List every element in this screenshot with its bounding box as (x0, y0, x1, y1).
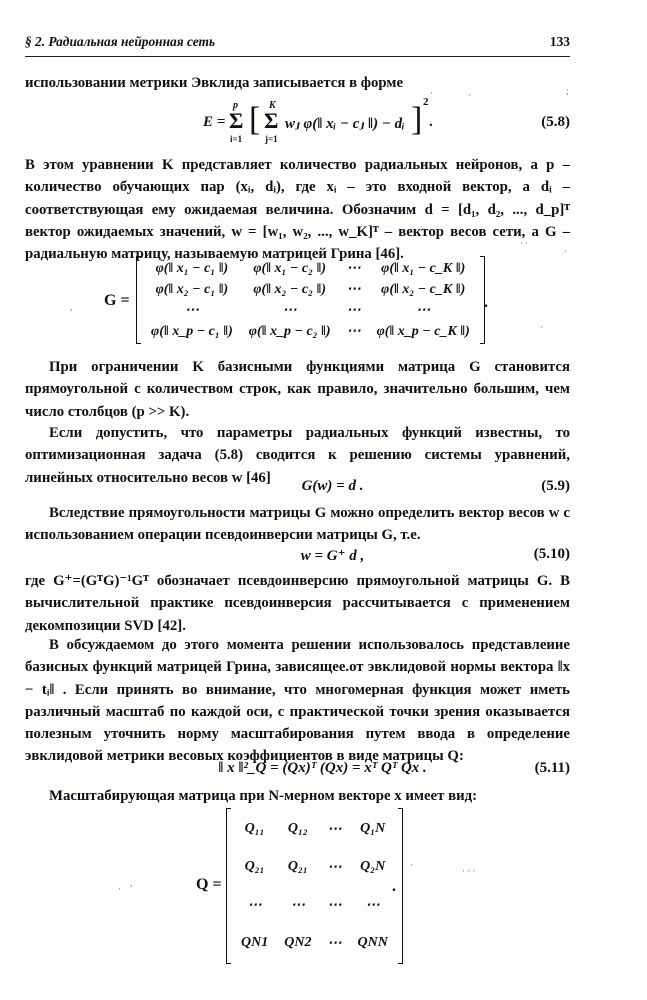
matrix-q-trail: . (392, 878, 396, 895)
equation-5-10 (25, 546, 570, 568)
paragraph-3: При ограничении K базисными функциями матрица G становится прямоугольной с количеством строк, как правило, значительно большим, чем число столбцов (p >> K). (25, 359, 570, 420)
matrix-g-cell: ⋯ (346, 261, 361, 276)
matrix-g-cell: ⋯ (346, 303, 361, 318)
paragraph-1: использовании метрики Эвклида записывается в форме (25, 75, 404, 91)
matrix-g-cell: ⋯ (416, 303, 431, 318)
paragraph-6: где G⁺=(GᵀG)⁻¹Gᵀ обозначает псевдоинверсию прямоугольной матрицы G. В вычислительной практике псевдоинверсия рассчитывается с применением декомпозиции SVD [42]. (25, 573, 570, 634)
matrix-q-cell: Q₁N (360, 821, 386, 836)
matrix-q-cell: Q₁₁ (244, 821, 265, 836)
equation-5-9 (25, 478, 570, 500)
matrix-g-trail: . (484, 294, 488, 311)
eq58-exponent: 2 (423, 96, 429, 108)
matrix-g-row (143, 321, 478, 342)
paragraph-2: В этом уравнении K представляет количество радиальных нейронов, а p – количество обучающих пар (xᵢ, dᵢ), где xᵢ – это входной вектор, а dᵢ – соответствующая ему ожидаемая величина. Обозначим d = [d₁, d₂, ..., d_p]ᵀ вектор ожидаемых значений, w = [w₁, w₂, ..., w_K]ᵀ – вектор весов сети, а G – радиальную матрицу, называемую матрицей Грина [46]. (25, 157, 570, 263)
matrix-q-cell: Q₂₁ (287, 859, 308, 874)
scan-speck: , (130, 878, 133, 888)
matrix-g-table (143, 258, 478, 342)
matrix-g-cell: φ(‖ x₁ − c_K ‖) (381, 260, 466, 276)
matrix-q-cell: ⋯ (327, 897, 342, 913)
paragraph-7: В обсуждаемом до этого момента решении использовалось представлеиие базисных функций матрицей Грина, зависящее.от эвклидовой нормы вектора ‖x − tᵢ‖ . Если принять во внимание, что многомерная функция может иметь различный масштаб по каждой оси, с практической точки зрения оказывается полезным уточнить норму масштабирования путем ввода в определение эвклидовой метрики весовых коэффициентов в виде матрицы Q: (25, 637, 570, 765)
eq58-inner-bottom: j=1 (265, 134, 278, 144)
matrix-g-row (143, 279, 478, 300)
matrix-g-name: G = (104, 292, 130, 309)
eq58-lhs: E = (203, 114, 226, 130)
eq59-body: G(w) = d . (301, 478, 364, 494)
matrix-g-cell: φ(‖ x_p − c_K ‖) (376, 323, 470, 339)
matrix-g-cell: φ(‖ x_p − c₁ ‖) (151, 323, 233, 339)
matrix-g-cell: φ(‖ x_p − c₂ ‖) (248, 323, 331, 339)
matrix-g-cell: φ(‖ x₂ − c₂ ‖) (253, 281, 326, 297)
matrix-q-cell: ⋯ (327, 821, 342, 837)
eq58-outer-top: p (233, 100, 238, 111)
section-title: § 2. Радиальная нейронная сеть (25, 34, 216, 49)
matrix-g-cell: ⋯ (184, 303, 199, 318)
matrix-q-cell: ⋯ (290, 897, 305, 913)
scan-speck: · (540, 322, 543, 332)
paragraph-8: Масштабирующая матрица при N-мерном векторе x имеет вид: (49, 788, 478, 804)
matrix-g-cell: φ(‖ x₂ − c₁ ‖) (155, 281, 229, 297)
matrix-g-cell: φ(‖ x₂ − c_K ‖) (381, 281, 466, 297)
matrix-q (226, 808, 403, 964)
matrix-g-cell: ⋯ (346, 282, 361, 297)
matrix-q-cell: ⋯ (247, 897, 262, 913)
matrix-g-cell: ⋯ (346, 324, 361, 339)
scan-speck: · · · (462, 866, 476, 876)
scan-speck: ; (566, 86, 569, 96)
eq58-inner-top: K (269, 100, 276, 111)
matrix-q-row (233, 810, 396, 848)
matrix-g-cell: ⋯ (282, 303, 297, 318)
matrix-q-cell: ⋯ (327, 859, 342, 875)
matrix-q-cell: ⋯ (327, 935, 342, 951)
scan-speck: · · (520, 238, 529, 248)
scan-speck: · (468, 90, 471, 100)
scan-speck: · (410, 860, 413, 870)
running-header (25, 34, 570, 57)
matrix-g-row (143, 258, 478, 279)
matrix-g-cell: φ(‖ x₁ − c₁ ‖) (155, 260, 229, 276)
matrix-q-row (233, 848, 396, 886)
eq58-outer-bottom: i=1 (230, 134, 243, 144)
matrix-q-cell: Q₂N (360, 859, 386, 874)
eq58-trail: . (429, 114, 433, 130)
matrix-g (136, 256, 485, 344)
eq511-label: (5.11) (534, 760, 570, 776)
matrix-q-cell: Q₁₂ (287, 821, 308, 836)
scan-speck: · (564, 246, 567, 256)
eq58-summand: wⱼ φ(‖ xᵢ − cⱼ ‖) − dᵢ (285, 116, 405, 132)
eq58-bracket-left: [ (249, 101, 261, 138)
matrix-q-table (233, 810, 396, 962)
eq510-label: (5.10) (533, 546, 570, 562)
matrix-g-row (143, 300, 478, 321)
matrix-q-row (233, 886, 396, 924)
matrix-q-cell: ⋯ (365, 897, 380, 913)
eq58-outer-sigma: Σ (229, 108, 244, 133)
page-number: 133 (549, 34, 570, 49)
eq510-body: w = G⁺ d , (300, 548, 365, 564)
equation-5-11 (25, 760, 570, 782)
matrix-g-cell: φ(‖ x₁ − c₂ ‖) (253, 260, 326, 276)
eq58-inner-sigma: Σ (264, 108, 279, 133)
matrix-q-row (233, 924, 396, 962)
scan-speck: · (430, 88, 433, 98)
eq58-bracket-right: ] (411, 101, 423, 138)
eq58-label: (5.8) (541, 114, 570, 130)
scan-speck: , (70, 302, 73, 312)
paragraph-4: Если допустить, что параметры радиальных функций известны, то оптимизационная задача (5.8) сводится к решению системы уравнений, линейных относительно весов w [46] (25, 425, 570, 486)
matrix-q-name: Q = (196, 876, 222, 893)
paragraph-5: Вследствие прямоугольности матрицы G можно определить вектор весов w с использованием операции псевдоинверсии матрицы G, т.е. (25, 505, 570, 544)
matrix-q-cell: QN1 (241, 935, 269, 950)
eq511-body: ‖ x ‖²_Q = (Qx)ᵀ (Qx) = xᵀ Qᵀ Qx . (218, 760, 427, 776)
eq59-label: (5.9) (541, 478, 570, 494)
scan-speck: · (118, 884, 121, 894)
matrix-q-cell: Q₂₁ (244, 859, 265, 874)
matrix-q-cell: QN2 (284, 935, 312, 950)
matrix-q-cell: QNN (357, 935, 388, 950)
equation-5-8 (25, 96, 570, 152)
